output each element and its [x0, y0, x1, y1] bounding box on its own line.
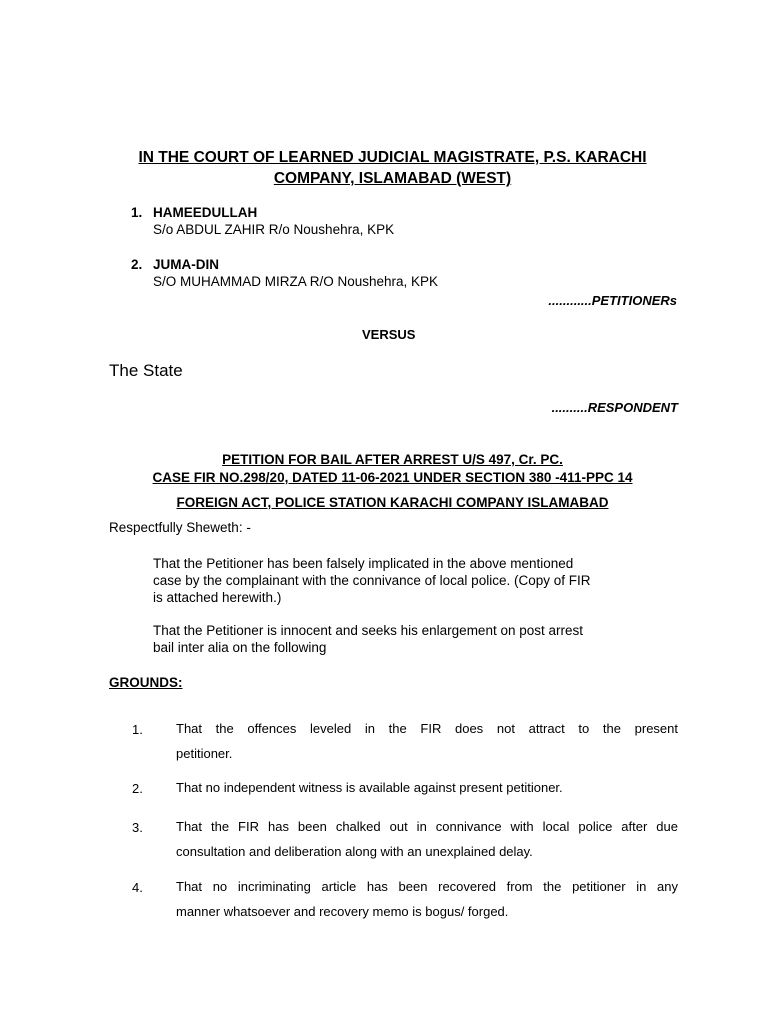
ground-item [176, 874, 678, 924]
ground-number: 1. [132, 722, 143, 737]
ground-number: 4. [132, 880, 143, 895]
paragraph-line: case by the complainant with the connivance of local police. (Copy of FIR [153, 573, 591, 588]
court-title-line-1: IN THE COURT OF LEARNED JUDICIAL MAGISTRATE, P.S. KARACHI [138, 149, 647, 166]
ground-line: That no independent witness is available against present petitioner. [176, 780, 563, 795]
ground-line: petitioner. [176, 746, 233, 761]
respondent-label: ..........RESPONDENT [551, 400, 678, 415]
paragraph-line: That the Petitioner is innocent and seeks his enlargement on post arrest [153, 623, 583, 638]
ground-line: manner whatsoever and recovery memo is bogus/ forged. [176, 904, 509, 919]
petition-title-line-3: FOREIGN ACT, POLICE STATION KARACHI COMPANY ISLAMABAD [176, 495, 609, 510]
petitioner-name: JUMA-DIN [153, 257, 219, 272]
petitioners-label: ............PETITIONERs [548, 293, 677, 308]
versus-label: VERSUS [362, 327, 416, 342]
petition-title-line-1: PETITION FOR BAIL AFTER ARREST U/S 497, Cr. PC. [222, 452, 563, 467]
ground-number: 3. [132, 820, 143, 835]
salutation: Respectfully Sheweth: - [109, 520, 251, 535]
ground-line: That the offences leveled in the FIR does not attract to the present [176, 721, 678, 736]
petition-title [90, 451, 695, 487]
ground-item [176, 775, 678, 800]
petition-title-line-2: CASE FIR NO.298/20, DATED 11-06-2021 UNDER SECTION 380 -411-PPC 14 [152, 470, 633, 485]
petitioner-description: S/o ABDUL ZAHIR R/o Noushehra, KPK [153, 222, 395, 237]
ground-line: That no incriminating article has been recovered from the petitioner in any [176, 879, 678, 894]
petitioner-number: 1. [131, 205, 143, 220]
ground-number: 2. [132, 781, 143, 796]
court-title-line-2: COMPANY, ISLAMABAD (WEST) [273, 170, 512, 187]
ground-line: consultation and deliberation along with an unexplained delay. [176, 844, 533, 859]
petitioner-number: 2. [131, 257, 143, 272]
grounds-heading: GROUNDS: [109, 675, 183, 690]
petition-title-continued [90, 494, 695, 512]
ground-item [176, 716, 678, 766]
paragraph-line: That the Petitioner has been falsely implicated in the above mentioned [153, 556, 574, 571]
paragraph [153, 555, 678, 606]
court-title [90, 147, 695, 189]
paragraph-line: bail inter alia on the following [153, 640, 327, 655]
petitioner-description: S/O MUHAMMAD MIRZA R/O Noushehra, KPK [153, 274, 439, 289]
respondent-name: The State [109, 361, 183, 380]
paragraph-line: is attached herewith.) [153, 590, 282, 605]
ground-line: That the FIR has been chalked out in connivance with local police after due [176, 819, 678, 834]
ground-item [176, 814, 678, 864]
petitioner-name: HAMEEDULLAH [153, 205, 258, 220]
paragraph [153, 622, 678, 656]
